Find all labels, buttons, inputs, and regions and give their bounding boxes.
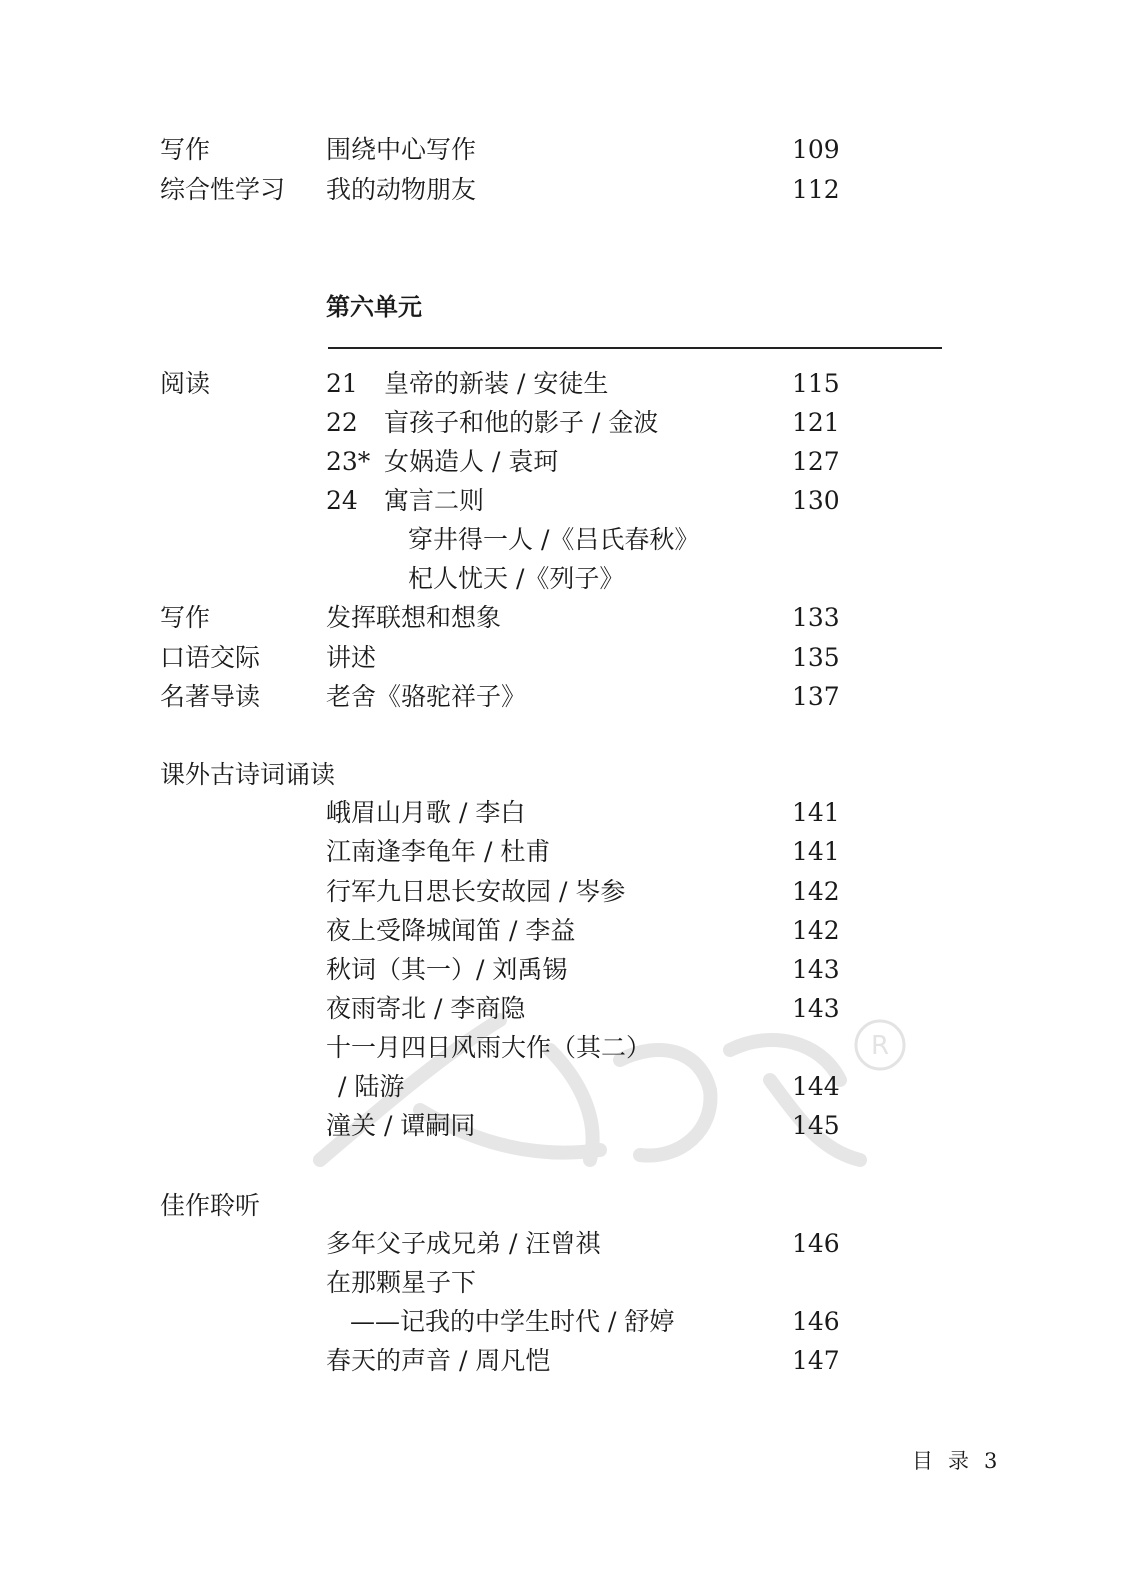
toc-row — [0, 1106, 1122, 1146]
page-number: 144 — [792, 1072, 840, 1101]
page-number: 135 — [792, 643, 840, 672]
toc-row — [0, 989, 1122, 1029]
page-number: 143 — [792, 955, 840, 984]
toc-subrow — [0, 559, 1122, 599]
entry-title[interactable]: 春天的声音 / 周凡恺 — [326, 1346, 551, 1375]
page-number: 133 — [792, 603, 840, 632]
entry-title[interactable]: 秋词（其一）/ 刘禹锡 — [326, 955, 568, 984]
page-number: 109 — [792, 135, 840, 164]
toc-row — [0, 130, 1122, 170]
lesson-number: 22 — [326, 408, 358, 437]
lesson-number: 21 — [326, 369, 358, 398]
page-number: 141 — [792, 798, 840, 827]
entry-title[interactable]: 寓言二则 — [384, 486, 485, 515]
page-number: 141 — [792, 837, 840, 866]
toc-row — [0, 950, 1122, 990]
lesson-number: 24 — [326, 486, 358, 515]
toc-row — [0, 832, 1122, 872]
lesson-number: 23* — [326, 447, 371, 476]
page-number: 137 — [792, 682, 840, 711]
section-category: 写作 — [160, 603, 211, 632]
svg-text:R: R — [870, 1031, 890, 1061]
toc-row — [0, 677, 1122, 717]
toc-row — [0, 364, 1122, 404]
page-number: 130 — [792, 486, 840, 515]
page-number: 115 — [792, 369, 840, 398]
page-number: 112 — [792, 175, 840, 204]
entry-title[interactable]: 皇帝的新装 / 安徒生 — [384, 369, 609, 398]
entry-title[interactable]: 潼关 / 谭嗣同 — [326, 1111, 476, 1140]
unit-title: 第六单元 — [326, 293, 422, 321]
entry-title[interactable]: 夜雨寄北 / 李商隐 — [326, 994, 526, 1023]
footer-page-number: 3 — [984, 1449, 998, 1473]
toc-row — [0, 1067, 1122, 1107]
entry-title-continued[interactable]: / 陆游 — [338, 1072, 405, 1101]
page-number: 142 — [792, 916, 840, 945]
toc-subrow — [0, 520, 1122, 560]
entry-title[interactable]: 十一月四日风雨大作（其二） — [326, 1033, 652, 1062]
toc-row — [0, 442, 1122, 482]
toc-row — [0, 1028, 1122, 1068]
page-number: 147 — [792, 1346, 840, 1375]
toc-row — [0, 481, 1122, 521]
section-category: 口语交际 — [160, 643, 261, 672]
entry-title[interactable]: 女娲造人 / 袁珂 — [384, 447, 559, 476]
toc-row — [0, 1263, 1122, 1303]
toc-row — [0, 638, 1122, 678]
page-number: 143 — [792, 994, 840, 1023]
toc-row — [0, 793, 1122, 833]
unit-divider — [328, 347, 942, 349]
toc-row — [0, 170, 1122, 210]
section-category: 名著导读 — [160, 682, 261, 711]
entry-title[interactable]: 老舍《骆驼祥子》 — [326, 682, 527, 711]
footer-label: 录 — [948, 1449, 969, 1473]
entry-subtitle[interactable]: ——记我的中学生时代 / 舒婷 — [350, 1307, 675, 1336]
footer-label: 目 — [912, 1449, 933, 1473]
page-number: 142 — [792, 877, 840, 906]
section-category: 阅读 — [160, 369, 211, 398]
toc-row — [0, 598, 1122, 638]
toc-row — [0, 872, 1122, 912]
sub-entry-title[interactable]: 杞人忧天 /《列子》 — [408, 564, 625, 593]
page-number: 121 — [792, 408, 840, 437]
section-heading-poems: 课外古诗词诵读 — [160, 760, 336, 789]
entry-title[interactable]: 江南逢李龟年 / 杜甫 — [326, 837, 551, 866]
toc-row — [0, 911, 1122, 951]
entry-title[interactable]: 夜上受降城闻笛 / 李益 — [326, 916, 576, 945]
section-heading-listening: 佳作聆听 — [160, 1191, 261, 1220]
entry-title[interactable]: 发挥联想和想象 — [326, 603, 502, 632]
section-category: 写作 — [160, 135, 211, 164]
entry-title[interactable]: 在那颗星子下 — [326, 1268, 477, 1297]
toc-row — [0, 1224, 1122, 1264]
page-number: 146 — [792, 1229, 840, 1258]
sub-entry-title[interactable]: 穿井得一人 /《吕氏春秋》 — [408, 525, 700, 554]
toc-row — [0, 403, 1122, 443]
entry-title[interactable]: 行军九日思长安故园 / 岑参 — [326, 877, 626, 906]
entry-title[interactable]: 盲孩子和他的影子 / 金波 — [384, 408, 659, 437]
entry-title[interactable]: 讲述 — [326, 643, 377, 672]
page-number: 145 — [792, 1111, 840, 1140]
toc-row — [0, 1341, 1122, 1381]
page-number: 146 — [792, 1307, 840, 1336]
page-number: 127 — [792, 447, 840, 476]
entry-title[interactable]: 峨眉山月歌 / 李白 — [326, 798, 526, 827]
entry-title[interactable]: 围绕中心写作 — [326, 135, 477, 164]
section-category: 综合性学习 — [160, 175, 286, 204]
toc-row — [0, 1302, 1122, 1342]
entry-title[interactable]: 我的动物朋友 — [326, 175, 477, 204]
entry-title[interactable]: 多年父子成兄弟 / 汪曾祺 — [326, 1229, 601, 1258]
